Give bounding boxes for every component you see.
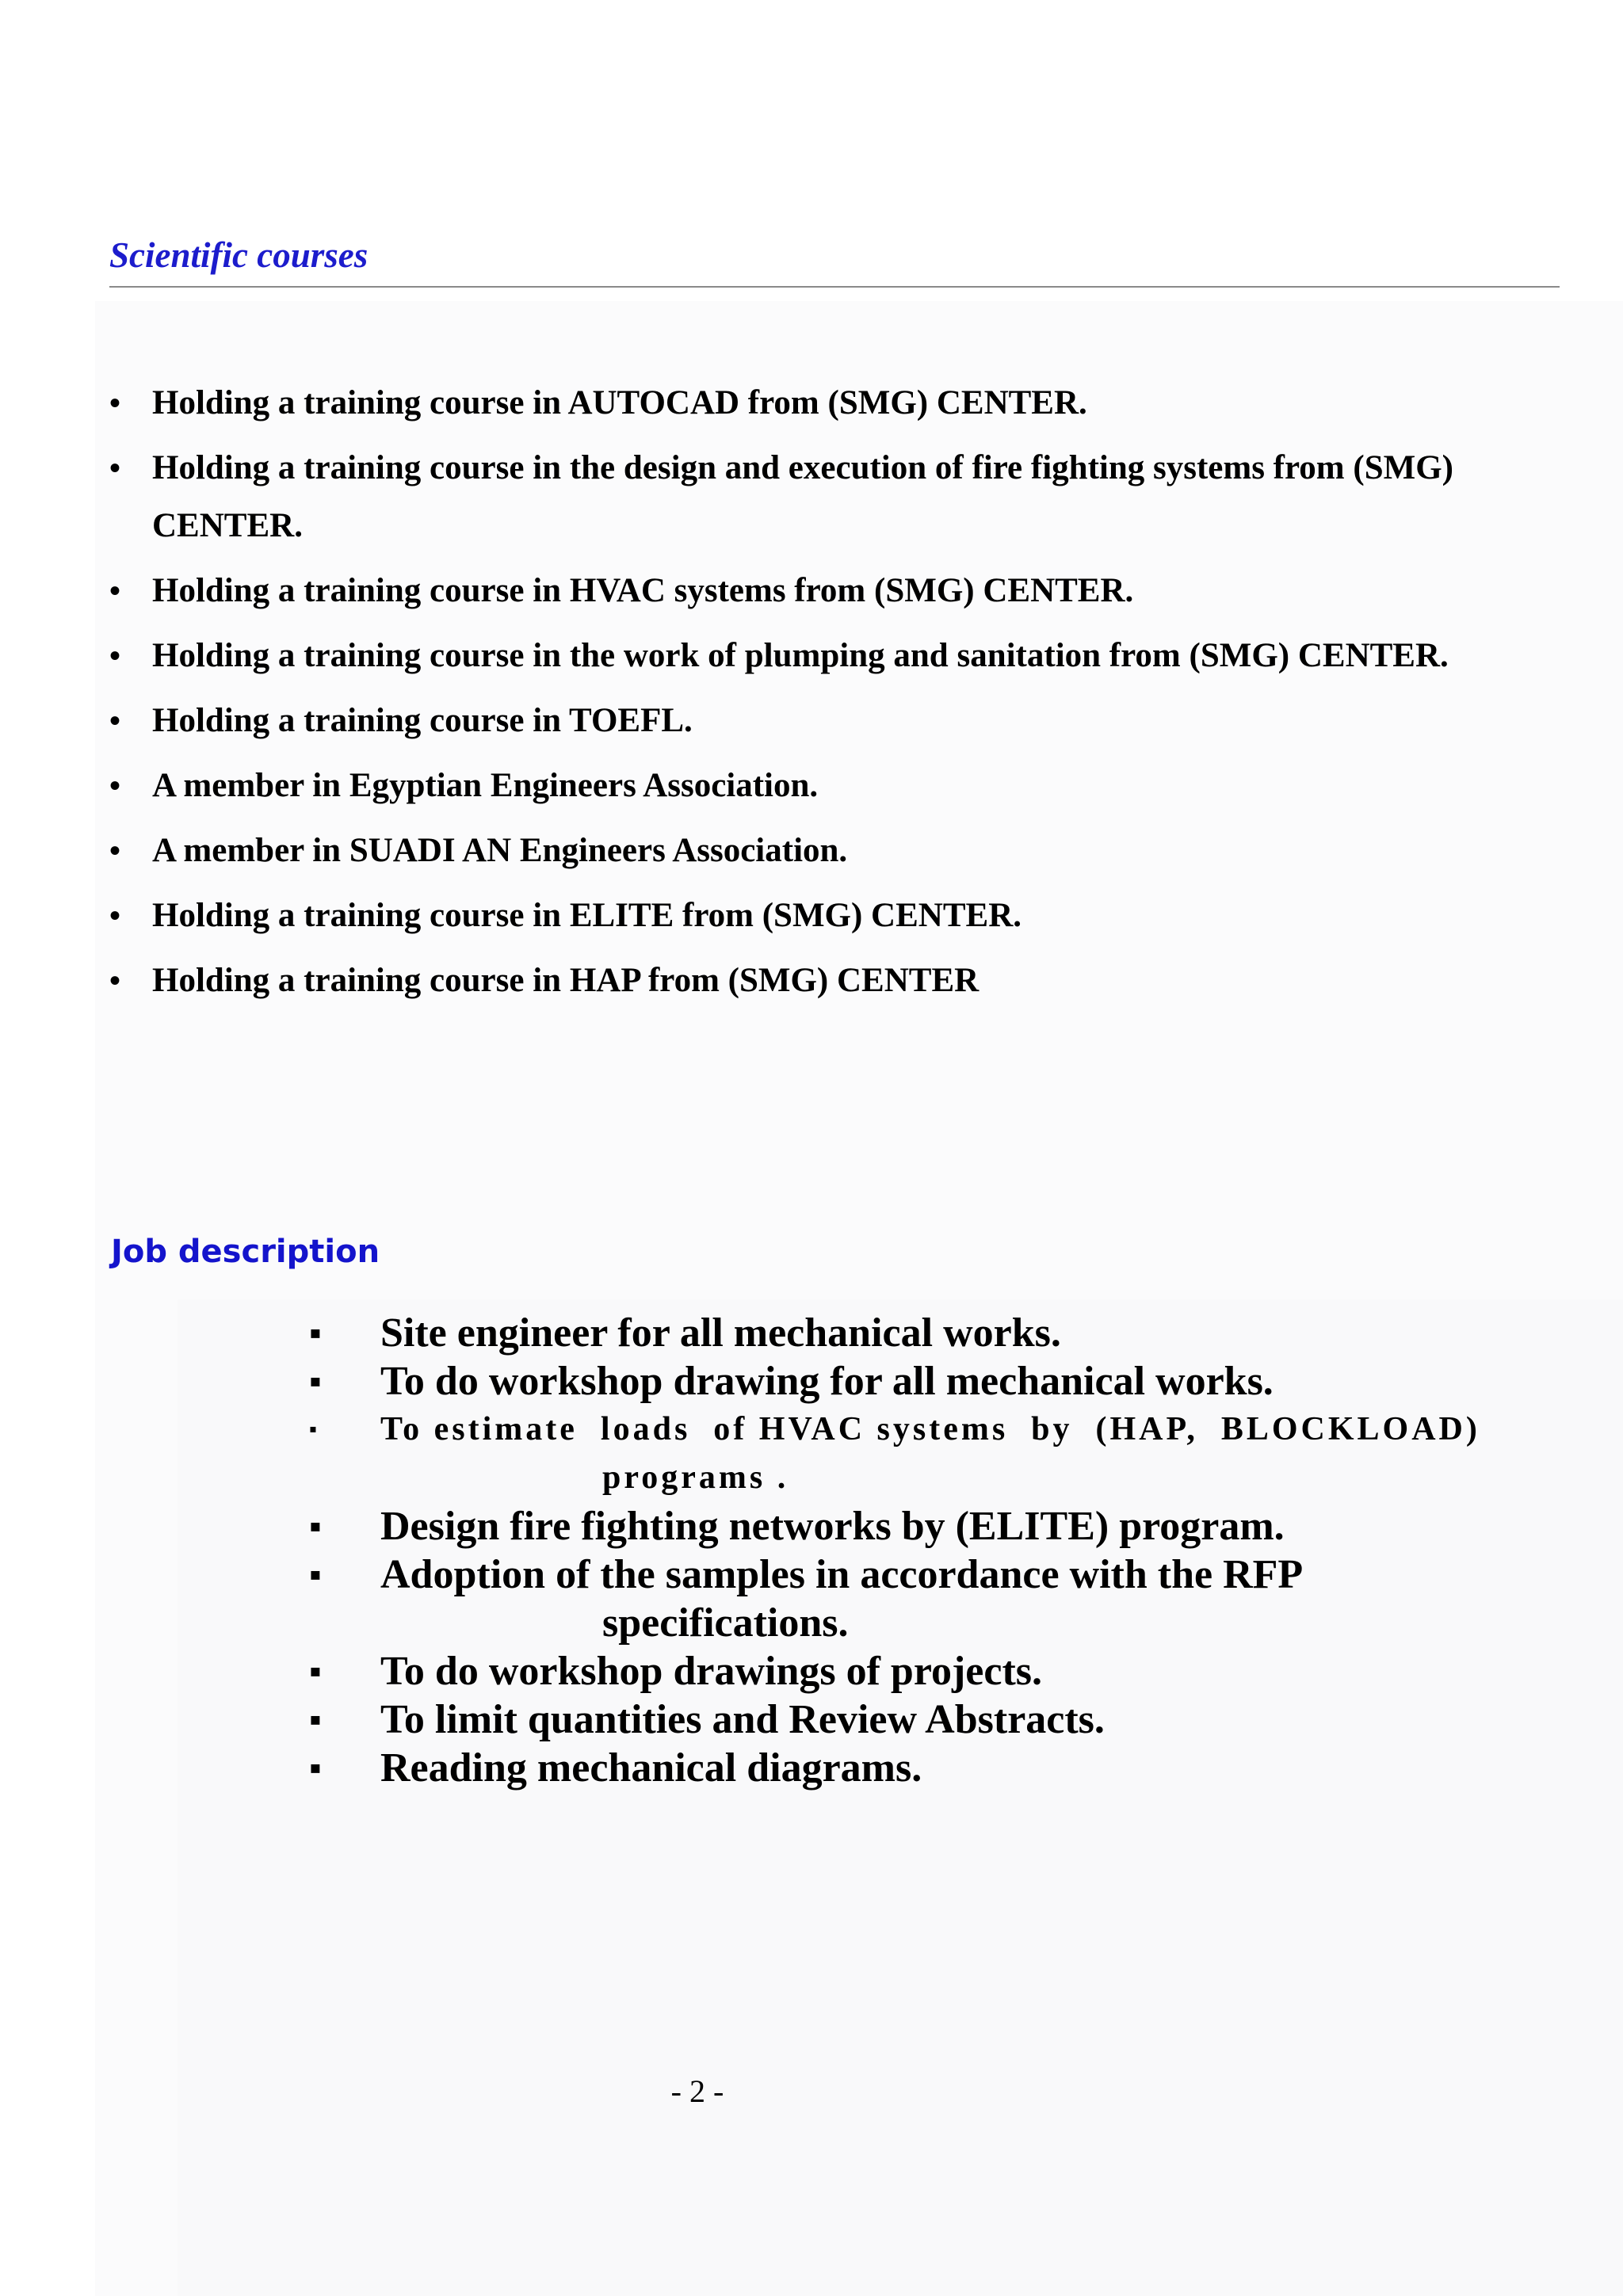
job-text: Site engineer for all mechanical works. — [380, 1310, 1061, 1356]
heading-underline — [109, 286, 1560, 288]
square-bullet-icon: ▪ — [309, 1555, 322, 1594]
job-text: Design fire fighting networks by (ELITE) program. — [380, 1504, 1285, 1549]
course-text: Holding a training course in the design and execution of fire fighting systems from (SMG) CENTER. — [152, 449, 1453, 544]
course-text: A member in Egyptian Engineers Association. — [152, 767, 819, 804]
course-text: Holding a training course in HVAC systems from (SMG) CENTER. — [152, 572, 1134, 609]
course-text: A member in SUADI AN Engineers Association. — [152, 832, 848, 869]
job-text-continuation: programs . — [602, 1459, 789, 1496]
course-item — [103, 952, 1553, 1009]
course-item — [103, 822, 1553, 879]
course-text: Holding a training course in the work of plumping and sanitation from (SMG) CENTER. — [152, 637, 1449, 674]
job-item — [301, 1647, 1585, 1695]
job-text: To do workshop drawing for all mechanical works. — [380, 1359, 1274, 1404]
job-item — [301, 1550, 1585, 1647]
scientific-courses-list — [103, 374, 1553, 1016]
course-text: Holding a training course in AUTOCAD from (SMG) CENTER. — [152, 384, 1087, 421]
job-item — [301, 1357, 1585, 1405]
job-item — [301, 1744, 1585, 1792]
bullet-icon: • — [109, 768, 120, 803]
course-text: Holding a training course in ELITE from (SMG) CENTER. — [152, 897, 1022, 934]
job-text: To limit quantities and Review Abstracts. — [380, 1697, 1105, 1742]
course-item — [103, 692, 1553, 749]
bullet-icon: • — [109, 573, 120, 608]
square-bullet-icon: ▪ — [309, 1362, 322, 1401]
square-bullet-icon: ▪ — [309, 1417, 317, 1442]
job-text: To estimate loads of HVAC systems by (HAP, BLOCKLOAD) — [380, 1411, 1480, 1447]
job-text: To do workshop drawings of projects. — [380, 1649, 1043, 1694]
job-item — [301, 1502, 1585, 1550]
job-description-heading: Job description — [111, 1234, 380, 1270]
page-number: - 2 - — [670, 2073, 724, 2109]
course-text: Holding a training course in HAP from (SMG) CENTER — [152, 962, 980, 999]
job-text: Adoption of the samples in accordance with the RFP — [380, 1552, 1304, 1597]
course-item — [103, 374, 1553, 432]
square-bullet-icon: ▪ — [309, 1652, 322, 1691]
bullet-icon: • — [109, 833, 120, 868]
bullet-icon: • — [109, 450, 120, 486]
scientific-courses-heading: Scientific courses — [109, 235, 369, 275]
square-bullet-icon: ▪ — [309, 1507, 322, 1546]
job-item — [301, 1695, 1585, 1744]
job-item — [301, 1309, 1585, 1357]
bullet-icon: • — [109, 703, 120, 738]
course-item — [103, 562, 1553, 620]
bullet-icon: • — [109, 385, 120, 421]
job-text: Reading mechanical diagrams. — [380, 1745, 922, 1791]
bullet-icon: • — [109, 898, 120, 933]
course-item — [103, 627, 1553, 685]
job-description-list — [301, 1309, 1585, 1792]
square-bullet-icon: ▪ — [309, 1749, 322, 1787]
square-bullet-icon: ▪ — [309, 1700, 322, 1739]
bullet-icon: • — [109, 638, 120, 673]
course-item — [103, 887, 1553, 944]
job-text-continuation: specifications. — [602, 1600, 849, 1646]
course-item — [103, 439, 1553, 555]
course-item — [103, 757, 1553, 814]
course-text: Holding a training course in TOEFL. — [152, 702, 693, 739]
bullet-icon: • — [109, 963, 120, 998]
square-bullet-icon: ▪ — [309, 1314, 322, 1352]
job-item — [301, 1405, 1585, 1502]
